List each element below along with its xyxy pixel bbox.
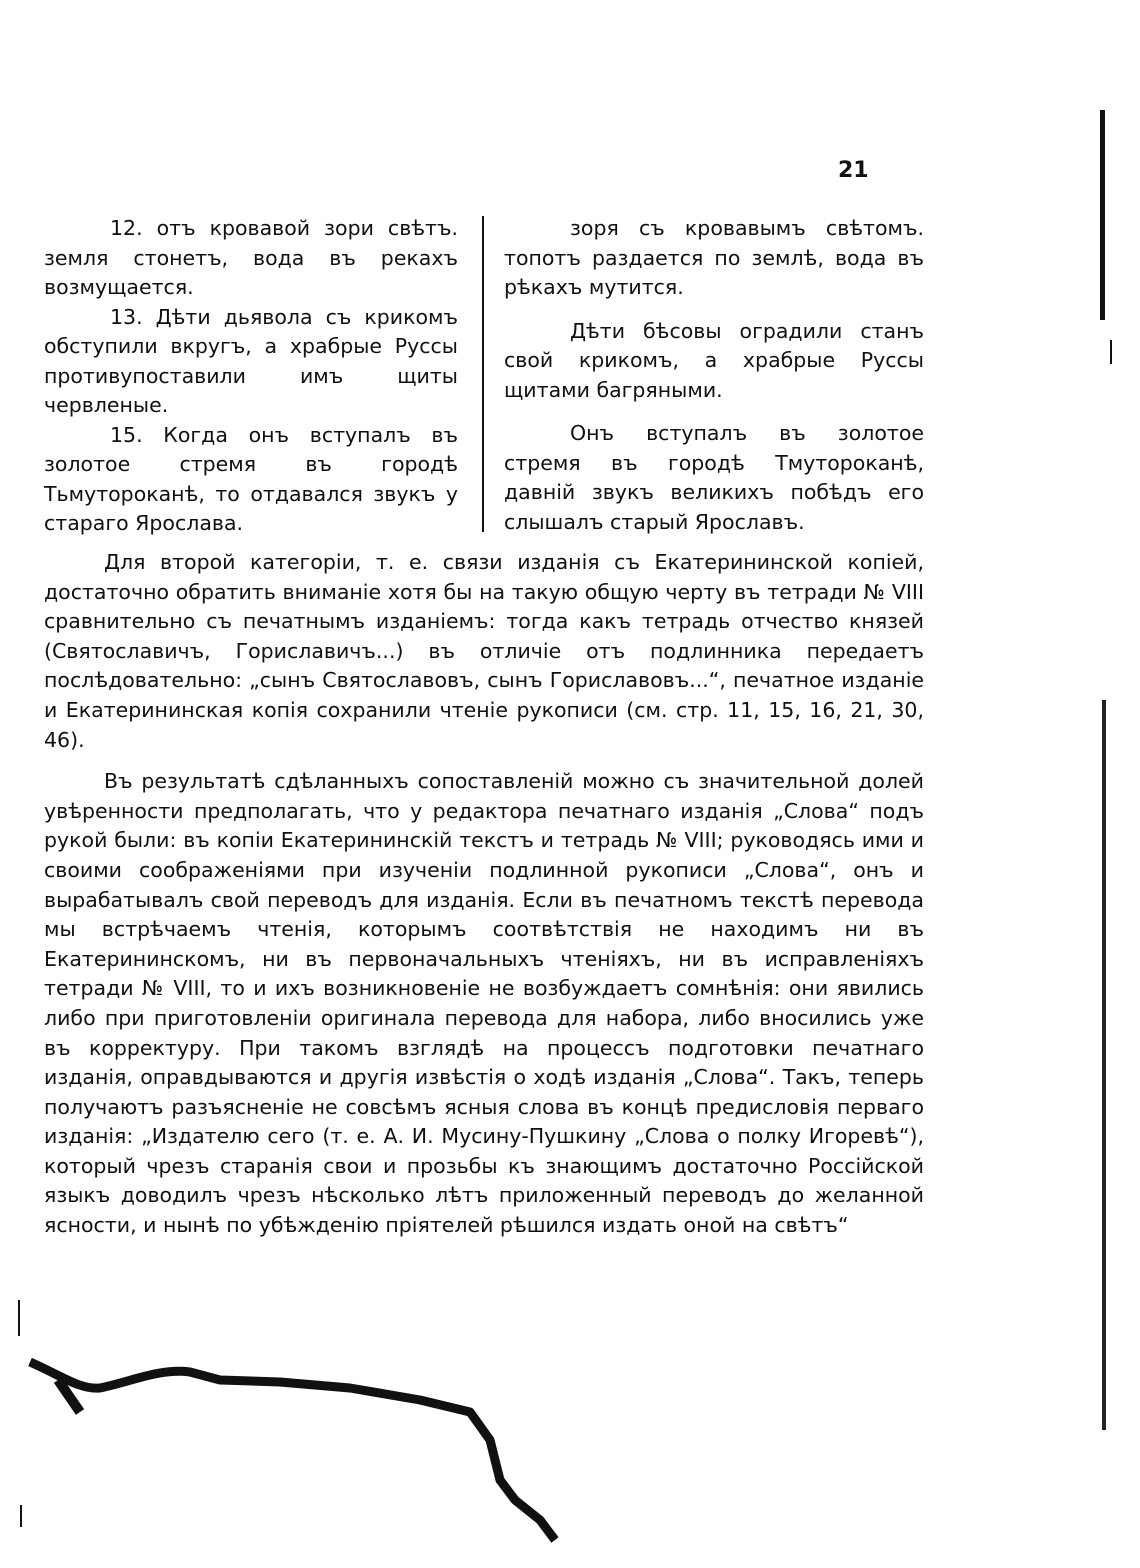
left-column-original-translation	[44, 214, 458, 539]
scan-edge-right-lower	[1102, 700, 1106, 1430]
paragraph-second-category: Для второй категоріи, т. е. связи изданія съ Екатерининской копіей, достаточно обратить вниманіе хотя бы на такую общую черту въ тетради № VIII сравнительно съ печатнымъ изданіемъ: тогда какъ тетрадь отчество князей (Святославичъ, Гориславичъ...) въ отличіе отъ подлинника передаетъ послѣдовательно: „сынъ Святославовъ, сынъ Гориславовъ...“, печатное изданіе и Екатерининская копія сохранили чтеніе рукописи (см. стр. 11, 15, 16, 21, 30, 46).	[44, 550, 924, 752]
left-verse-12: 12. отъ кровавой зори свѣтъ. земля стонетъ, вода въ рекахъ возмущается.	[44, 216, 458, 299]
right-verse-3: Онъ вступалъ въ золотое стремя въ городѣ Тмутороканѣ, давній звукъ великихъ побѣдъ его слышалъ старый Ярославъ.	[504, 421, 924, 534]
body-text	[44, 548, 924, 1241]
paragraph-results: Въ результатѣ сдѣланныхъ сопоставленій можно съ значительной долей увѣренности предполагать, что у редактора печатнаго изданія „Слова“ подъ рукой были: въ копіи Екатерининскій текстъ и тетрадь № VIII; руководясь ими и своими соображеніями при изученіи подлинной рукописи „Слова“, онъ и вырабатывалъ свой переводъ для изданія. Если въ печатномъ текстѣ перевода мы встрѣчаемъ чтенія, которымъ соотвѣтствія не находимъ ни въ Екатерининскомъ, ни въ первоначальныхъ чтеніяхъ, ни въ исправленіяхъ тетради № VIII, то и ихъ возникновеніе не возбуждаетъ сомнѣнія: они явились либо при приготовленіи оригинала перевода для набора, либо вносились уже въ корректуру. При такомъ взглядѣ на процессъ подготовки печатнаго изданія, оправдываются и другія извѣстія о ходѣ изданія „Слова“. Такъ, теперь получаютъ разъясненіе не совсѣмъ ясныя слова въ концѣ предисловія перваго изданія: „Издателю сего (т. е. А. И. Мусину-Пушкину „Слова о полку Игоревѣ“), который чрезъ старанія свои и прозьбы къ знающимъ достаточно Россійской языкъ доводилъ чрезъ нѣсколько лѣтъ приложенный переводъ до желанной ясности, и нынѣ по убѣжденію пріятелей рѣшился издать оной на свѣтъ“	[44, 769, 924, 1238]
scan-edge-right	[1100, 110, 1105, 320]
torn-paper-edge	[20, 1340, 580, 1550]
right-verse-2: Дѣти бѣсовы оградили станъ свой крикомъ, а храбрые Руссы щитами багряными.	[504, 318, 924, 402]
comparison-columns	[44, 214, 924, 544]
column-divider	[482, 216, 484, 532]
page-number: 21	[838, 158, 869, 183]
right-column-printed-translation	[504, 214, 924, 537]
scan-mark-left	[18, 1300, 20, 1336]
scan-mark-right	[1110, 340, 1112, 364]
right-verse-1: зоря съ кровавымъ свѣтомъ. топотъ раздается по землѣ, вода въ рѣкахъ мутится.	[504, 216, 924, 299]
left-verse-15: 15. Когда онъ вступалъ въ золотое стремя въ городѣ Тьмутороканѣ, то отдавался звукъ у стараго Ярослава.	[44, 422, 458, 535]
left-verse-13: 13. Дѣти дьявола съ крикомъ обступили вкругъ, а храбрые Руссы противупоставили имъ щиты червленые.	[44, 304, 458, 417]
